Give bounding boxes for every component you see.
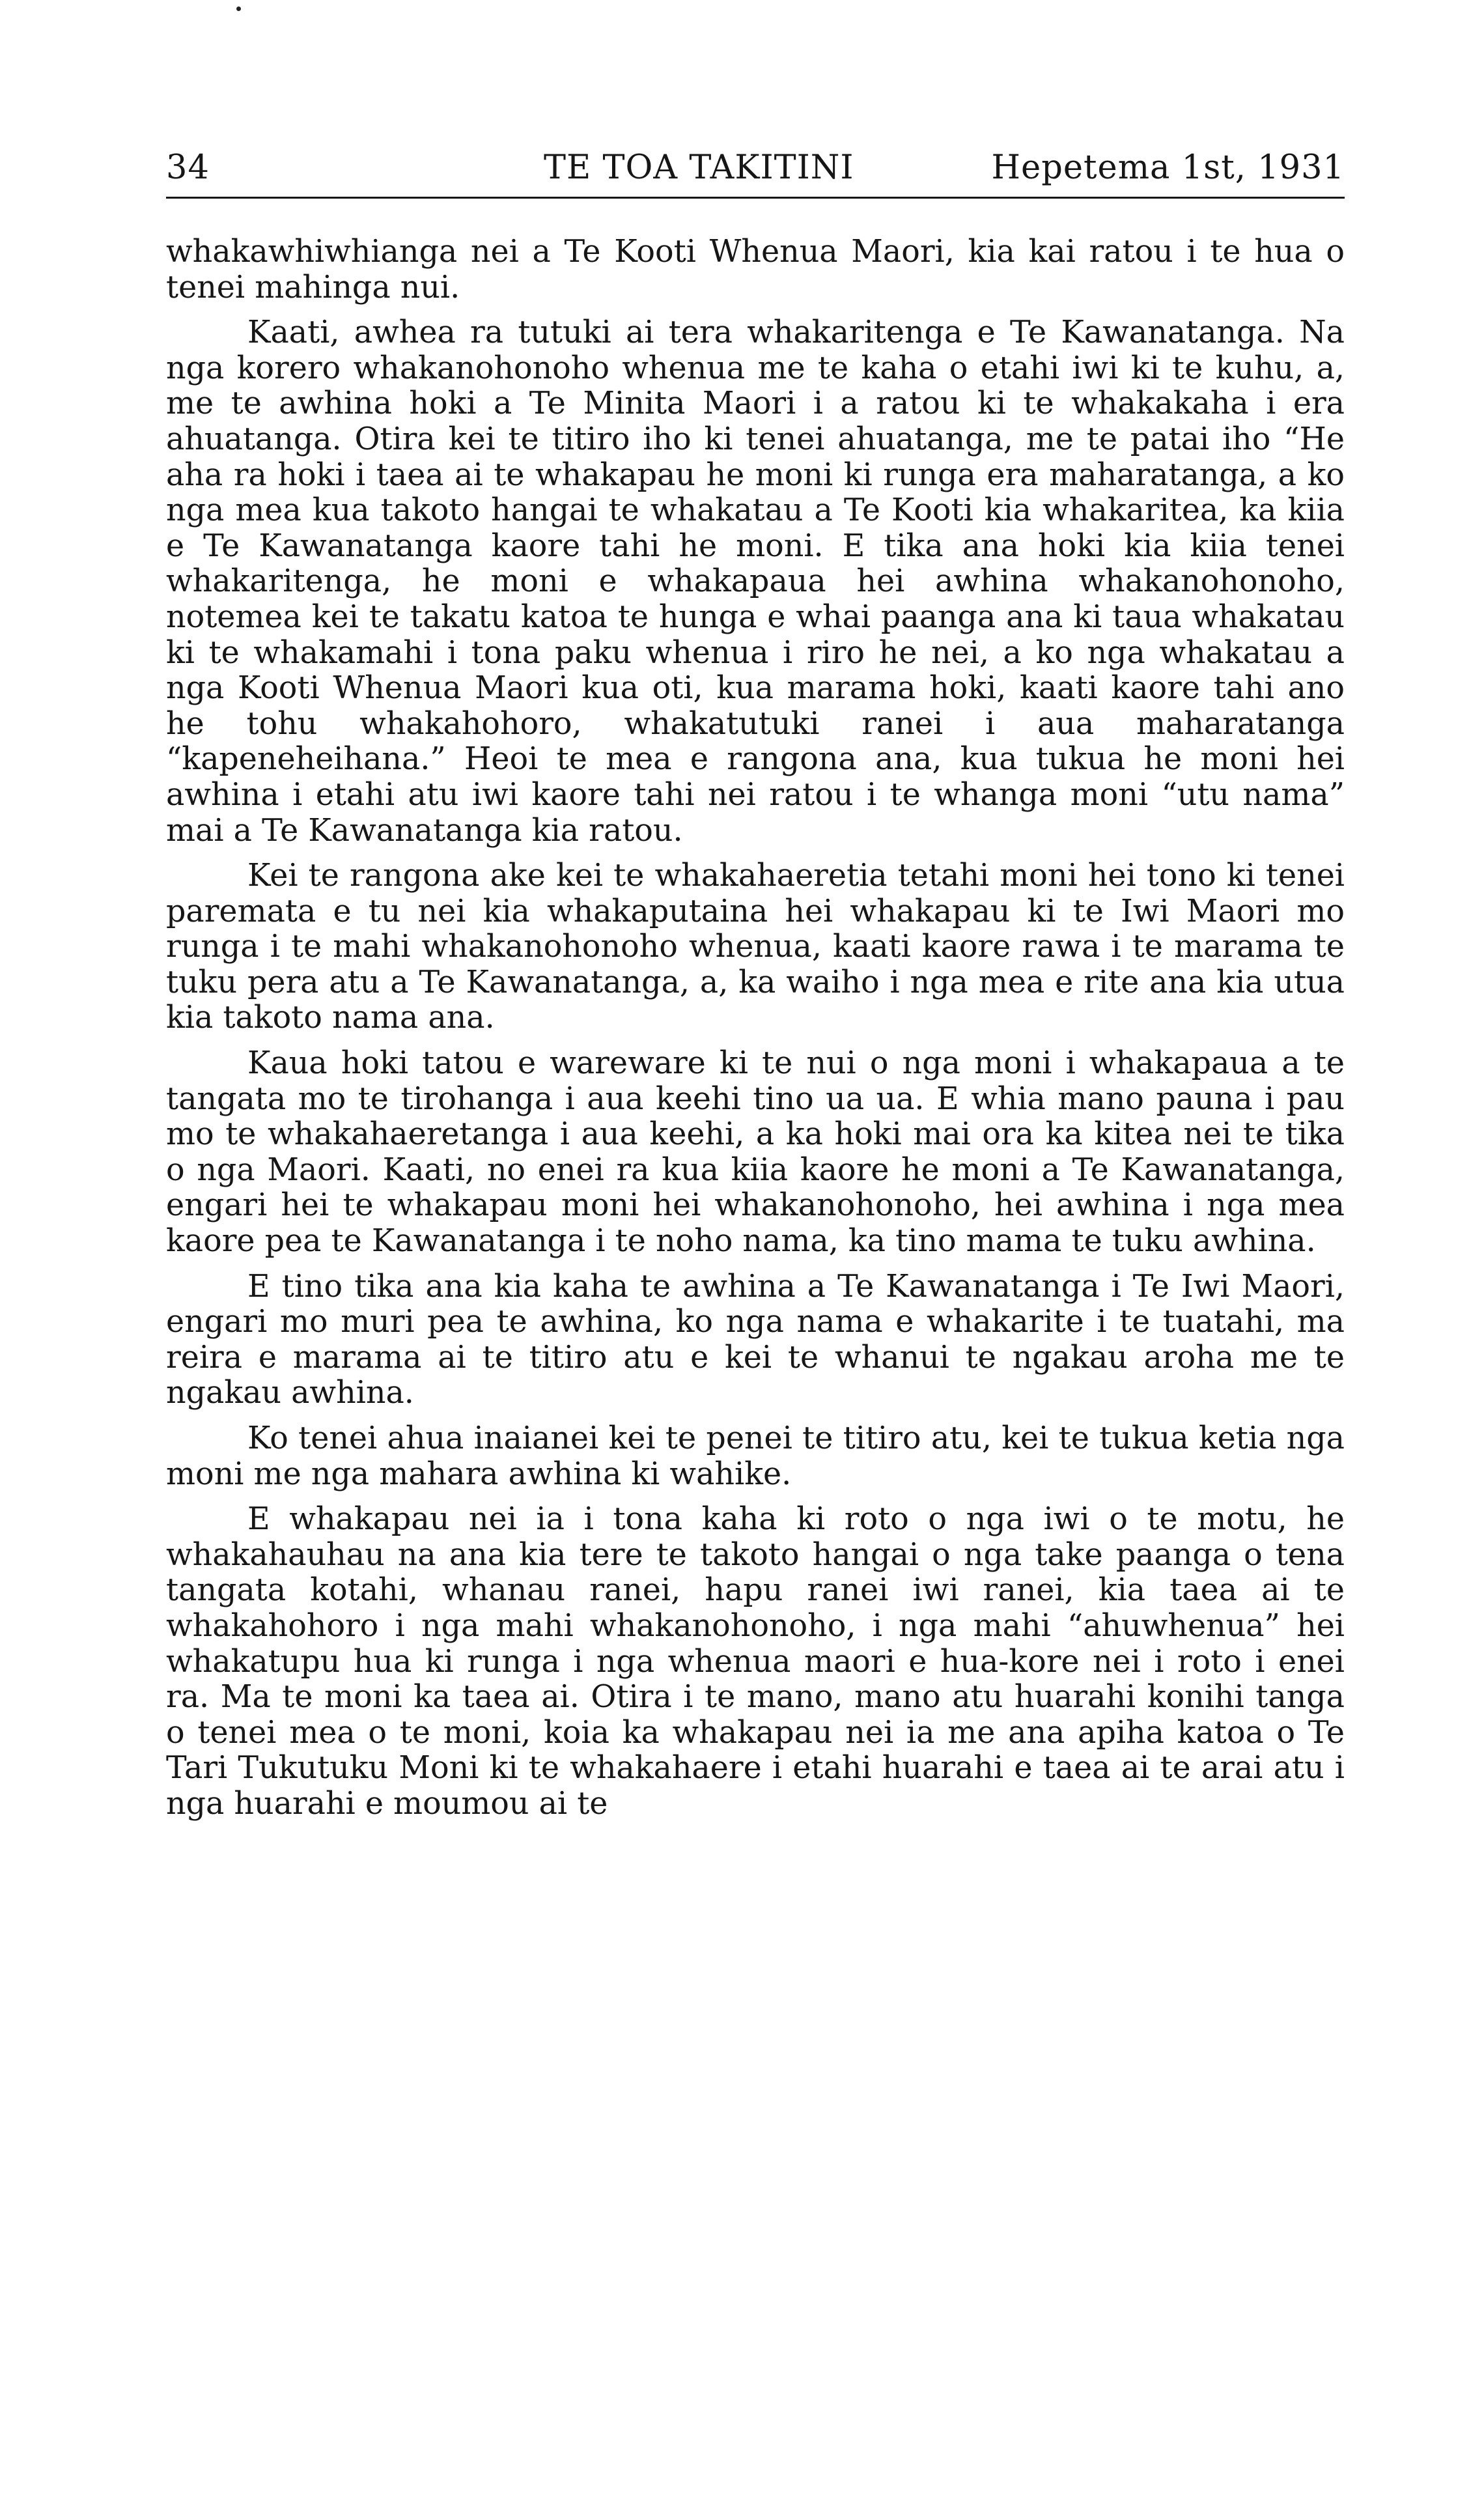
paragraph: E tino tika ana kia kaha te awhina a Te Kawanatanga i Te Iwi Maori, engari mo muri pea te awhina, ko nga nama e whakarite i te tuatahi, ma reira e marama ai te titiro atu e kei te whanui te ngakau aroha me te ngakau awhina. xyxy=(166,1268,1345,1411)
paragraph: Ko tenei ahua inaianei kei te penei te titiro atu, kei te tukua ketia nga moni me nga mahara awhina ki wahike. xyxy=(166,1420,1345,1492)
paragraph: Kaua hoki tatou e wareware ki te nui o nga moni i whakapaua a te tangata mo te tirohanga i aua keehi tino ua ua. E whia mano pauna i pau mo te whakahaeretanga i aua keehi, a ka hoki mai ora ka kitea nei te tika o nga Maori. Kaati, no enei ra kua kiia kaore he moni a Te Kawanatanga, engari hei te whakapau moni hei whakanohonoho, hei awhina i nga mea kaore pea te Kawanatanga i te noho nama, ka tino mama te tuku awhina. xyxy=(166,1045,1345,1260)
issue-date: Hepetema 1st, 1931 xyxy=(991,148,1345,187)
header-rule xyxy=(166,197,1345,199)
paragraph: Kaati, awhea ra tutuki ai tera whakaritenga e Te Kawanatanga. Na nga korero whakanohonoho whenua me te kaha o etahi iwi ki te kuhu, a, me te awhina hoki a Te Minita Maori i a ratou ki te whakakaha i era ahuatanga. Otira kei te titiro iho ki tenei ahuatanga, me te patai iho “He aha ra hoki i taea ai te whakapau he moni ki runga era maharatanga, a ko nga mea kua takoto hangai te whakatau a Te Kooti kia whakaritea, ka kiia e Te Kawanatanga kaore tahi he moni. E tika ana hoki kia kiia tenei whakaritenga, he moni e whakapaua hei awhina whakanohonoho, notemea kei te takatu katoa te hunga e whai paanga ana ki taua whakatau ki te whakamahi i tona paku whenua i riro he nei, a ko nga whakatau a nga Kooti Whenua Maori kua oti, kua marama hoki, kaati kaore tahi ano he tohu whakahohoro, whakatutuki ranei i aua maharatanga “kapeneheihana.” Heoi te mea e rangona ana, kua tukua he moni hei awhina i etahi atu iwi kaore tahi nei ratou i te whanga moni “utu nama” mai a Te Kawanatanga kia ratou. xyxy=(166,315,1345,849)
ink-speck xyxy=(236,7,241,11)
page-header xyxy=(166,143,1345,202)
page-number: 34 xyxy=(166,148,210,187)
article-body xyxy=(166,234,1345,2481)
running-title: TE TOA TAKITINI xyxy=(544,148,854,187)
paragraph: Kei te rangona ake kei te whakahaeretia tetahi moni hei tono ki tenei paremata e tu nei kia whakaputaina hei whakapau ki te Iwi Maori mo runga i te mahi whakanohonoho whenua, kaati kaore rawa i te marama te tuku pera atu a Te Kawanatanga, a, ka waiho i nga mea e rite ana kia utua kia takoto nama ana. xyxy=(166,858,1345,1036)
paragraph: E whakapau nei ia i tona kaha ki roto o nga iwi o te motu, he whakahauhau na ana kia tere te takoto hangai o nga take paanga o tena tangata kotahi, whanau ranei, hapu ranei iwi ranei, kia taea ai te whakahohoro i nga mahi whakanohonoho, i nga mahi “ahuwhenua” hei whakatupu hua ki runga i nga whenua maori e hua-kore nei i roto i enei ra. Ma te moni ka taea ai. Otira i te mano, mano atu huarahi konihi tanga o tenei mea o te moni, koia ka whakapau nei ia me ana apiha katoa o Te Tari Tukutuku Moni ki te whakahaere i etahi huarahi e taea ai te arai atu i nga huarahi e moumou ai te xyxy=(166,1501,1345,1822)
paragraph: whakawhiwhianga nei a Te Kooti Whenua Maori, kia kai ratou i te hua o tenei mahinga nui. xyxy=(166,234,1345,305)
